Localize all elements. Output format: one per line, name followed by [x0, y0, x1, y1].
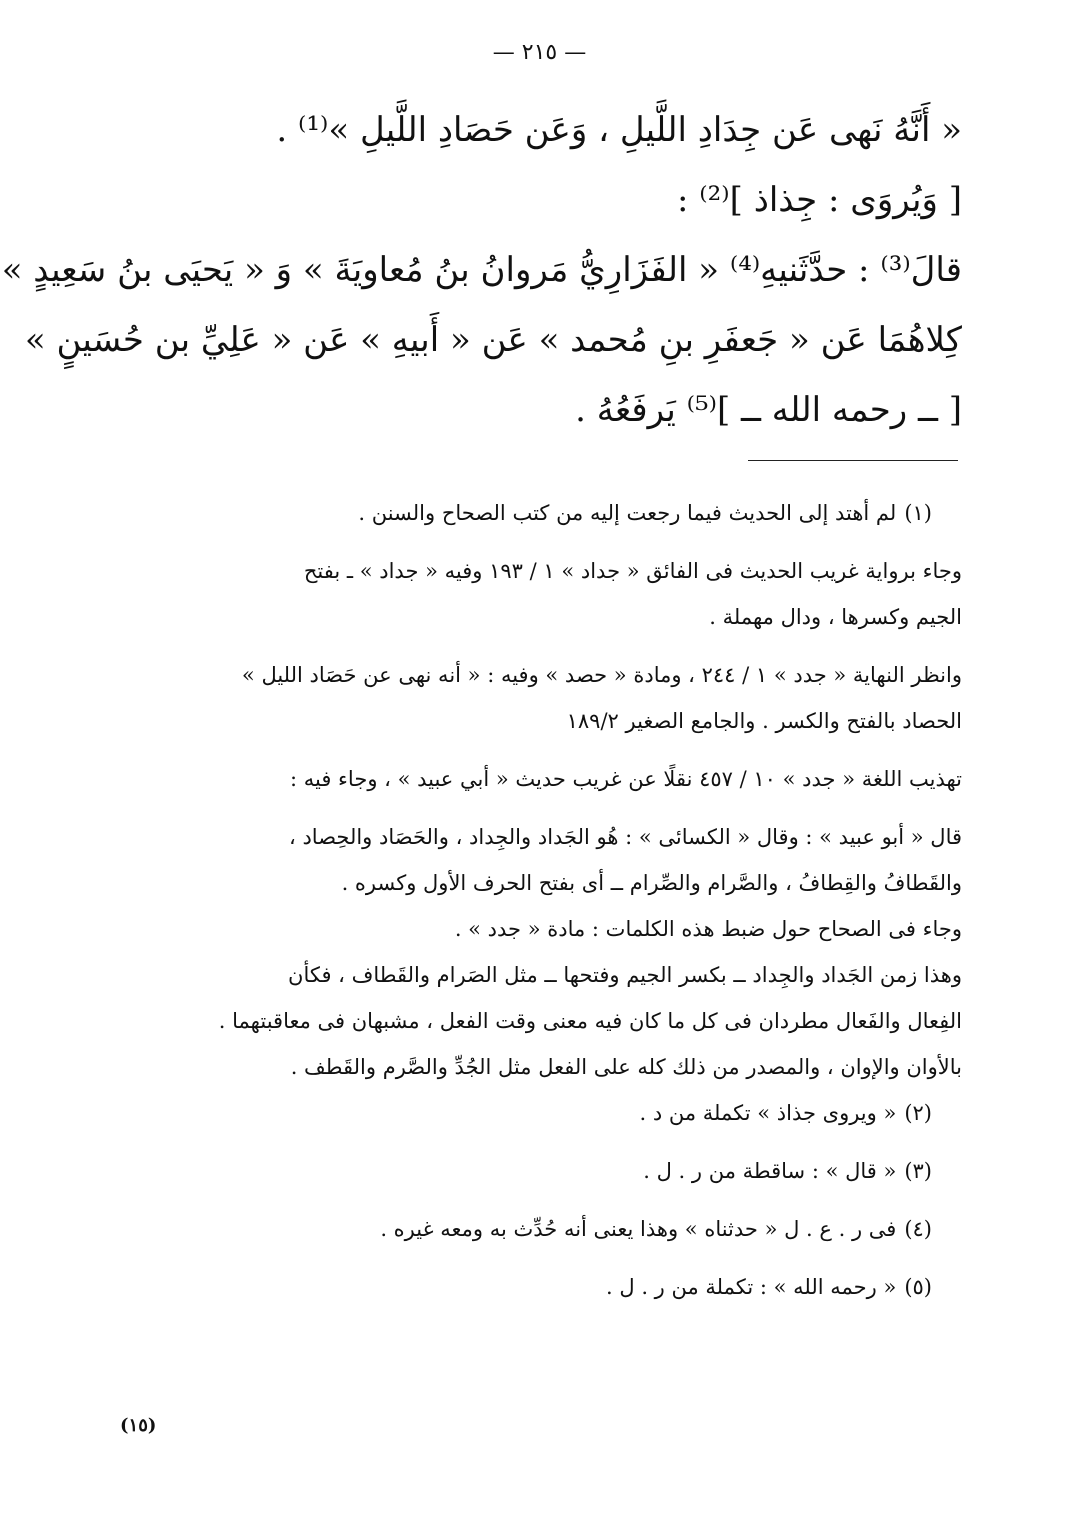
footnote-paragraph: الحصاد بالفتح والكسر . والجامع الصغير ١٨٩/٢: [566, 709, 962, 733]
isnad-line: كِلاهُمَا عَن « جَعفَرِ بنِ مُحمد » عَن « أَبيهِ » عَن « عَلِيِّ بن حُسَينٍ »: [24, 320, 962, 360]
footnote-text: « رحمه الله » : تكملة من ر . ل .: [606, 1275, 897, 1299]
footnote-divider: [748, 460, 958, 461]
footnote-paragraph: بالأوان والإوان ، والمصدر من ذلك كله على الفعل مثل الجُدِّ والصَّرم والقَطف .: [290, 1055, 962, 1079]
footnote-paragraph: قال « أبو عبيد » : وقال « الكسائى » : هُو الجَداد والجِداد ، والحَصَاد والحِصاد ،: [288, 825, 962, 849]
footnote-paragraph: الجيم وكسرها ، ودال مهملة .: [709, 605, 962, 629]
footnote-paragraph: تهذيب اللغة « جدد » ١٠ / ٤٥٧ نقلًا عن غريب حديث « أبي عبيد » ، وجاء فيه :: [290, 767, 962, 791]
footnote-number: (٤): [904, 1217, 932, 1241]
footnote-text: لم أهتد إلى الحديث فيما رجعت إليه من كتب الصحاح والسنن .: [358, 501, 897, 525]
footnote-number: (٢): [904, 1101, 932, 1125]
footnote-number: (١): [904, 501, 932, 525]
hadith-line: « أَنَّهُ نَهى عَن جِدَادِ اللَّيلِ ، وَعَن حَصَادِ اللَّيلِ »⁽¹⁾ .: [276, 110, 962, 150]
variant-reading-line: [ وَيُروَى : جِذاذ ]⁽²⁾ :: [677, 180, 962, 220]
footnote-text: « قال » : ساقطة من ر . ل .: [643, 1159, 897, 1183]
footnote-paragraph: وهذا زمن الجَداد والجِداد ــ بكسر الجيم وفتحها ــ مثل الصَرام والقَطاف ، فكأن: [288, 963, 962, 987]
footnote-paragraph: وجاء برواية غريب الحديث فى الفائق « جداد » ١ / ١٩٣ وفيه « جداد » ـ بفتح: [303, 559, 962, 583]
footnote-paragraph: الفِعال والفَعال مطردان فى كل ما كان فيه معنى وقت الفعل ، مشبهان فى معاقبتهما .: [218, 1009, 962, 1033]
footnote-3: [120, 1148, 962, 1194]
footnote-5: [120, 1264, 962, 1310]
page-number-header: — ٢١٥ —: [492, 40, 587, 65]
footnote-text: « ويروى جذاذ » تكملة من د .: [639, 1101, 897, 1125]
isnad-line: [ ــ رحمه الله ــ ]⁽⁵⁾ يَرفَعُهُ .: [575, 390, 962, 430]
main-text: [1, 95, 962, 445]
footnote-paragraph: وجاء فى الصحاح حول ضبط هذه الكلمات : مادة « جدد » .: [454, 917, 962, 941]
footnote-text: فى ر . ع . ل « حدثناه » وهذا يعنى أنه حُدِّث به ومعه غيره .: [380, 1217, 897, 1241]
footnotes: [120, 490, 962, 1310]
isnad-line: قالَ⁽³⁾ : حدَّثَنيهِ⁽⁴⁾ « الفَزَارِيُّ مَروانُ بنُ مُعاويَةَ » وَ « يَحيَى بنُ سَعِيدٍ »: [1, 250, 962, 290]
footnote-number: (٣): [904, 1159, 932, 1183]
footnote-paragraph: وانظر النهاية « جدد » ١ / ٢٤٤ ، ومادة « حصد » وفيه : « أنه نهى عن حَصَاد الليل »: [241, 663, 962, 687]
footnote-1: [120, 490, 962, 536]
footnote-2: [120, 1090, 962, 1136]
footnote-4: [120, 1206, 962, 1252]
signature-mark: (١٥): [120, 1415, 157, 1436]
footnote-number: (٥): [904, 1275, 932, 1299]
footnote-paragraph: والقَطافُ والقِطافُ ، والصَّرام والصِّرام ــ أى بفتح الحرف الأول وكسره .: [341, 871, 962, 895]
